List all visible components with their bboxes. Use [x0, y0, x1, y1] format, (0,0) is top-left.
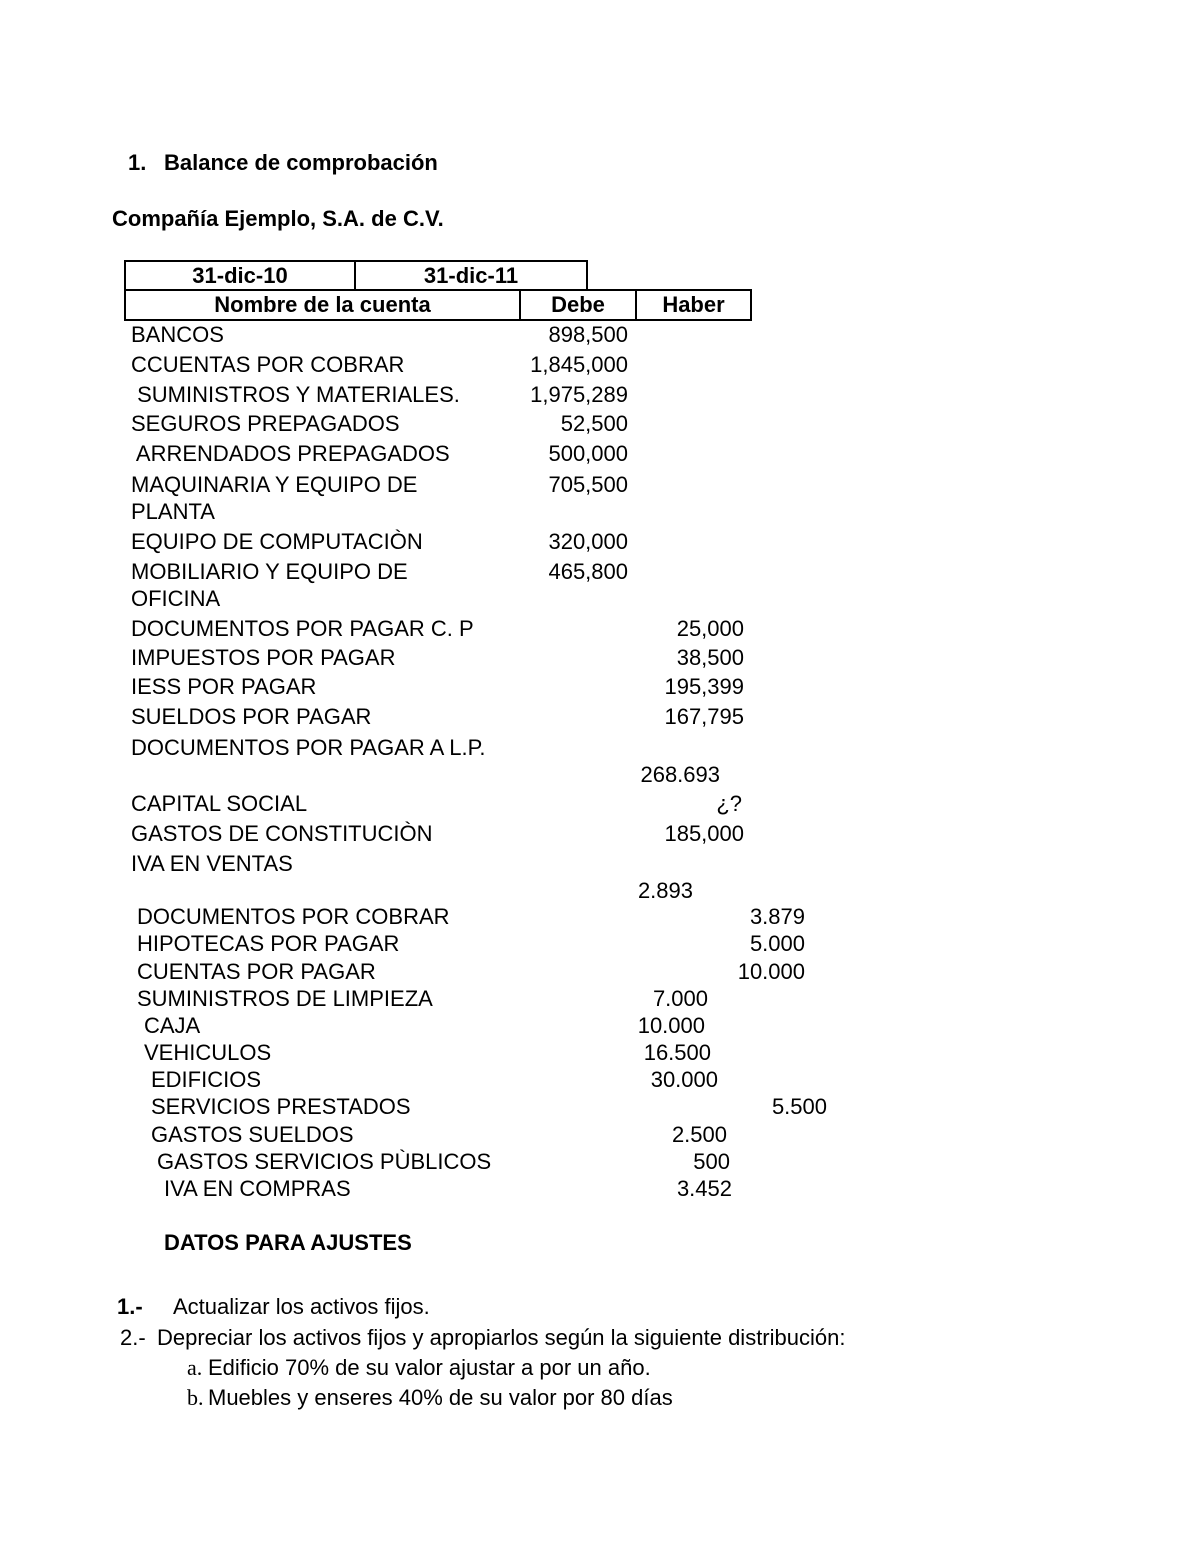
account-value: 52,500 [560, 411, 628, 436]
account-value: 5.000 [749, 931, 805, 956]
account-name: GASTOS SERVICIOS PÙBLICOS [157, 1149, 492, 1174]
account-value: 268.693 [640, 762, 720, 787]
company-name: Compañía Ejemplo, S.A. de C.V. [112, 206, 444, 231]
account-value: 38,500 [676, 645, 744, 670]
account-name: ARRENDADOS PREPAGADOS [131, 441, 450, 466]
adjustments-title: DATOS PARA AJUSTES [164, 1230, 412, 1255]
account-name: MAQUINARIA Y EQUIPO DE [131, 472, 418, 497]
credit-header-cell [635, 289, 752, 321]
account-value: 1,975,289 [530, 382, 628, 407]
period-from: 31-dic-10 [192, 262, 288, 288]
account-value: 500,000 [548, 441, 628, 466]
subitem-text: Edificio 70% de su valor ajustar a por un año. [208, 1355, 651, 1380]
credit-header: Haber [662, 292, 725, 317]
adjustment-text: Actualizar los activos fijos. [173, 1294, 430, 1319]
account-value: ¿? [716, 791, 742, 816]
account-value: 185,000 [664, 821, 744, 846]
account-name: SEGUROS PREPAGADOS [131, 411, 400, 436]
account-name: IVA EN COMPRAS [164, 1176, 351, 1201]
account-value: 500 [693, 1149, 730, 1174]
account-value: 10.000 [737, 959, 805, 984]
account-name-continued: PLANTA [131, 499, 215, 524]
account-name: GASTOS SUELDOS [151, 1122, 354, 1147]
account-name: CUENTAS POR PAGAR [137, 959, 376, 984]
account-value: 2.893 [637, 878, 693, 903]
account-name: DOCUMENTOS POR PAGAR A L.P. [131, 735, 486, 760]
debit-header: Debe [551, 292, 605, 317]
subitem-marker: a. [187, 1355, 203, 1380]
account-value: 3.452 [676, 1176, 732, 1201]
account-value: 10.000 [637, 1013, 705, 1038]
section-title: Balance de comprobación [164, 150, 438, 175]
adjustment-marker: 2.- [120, 1325, 146, 1350]
adjustment-text: Depreciar los activos fijos y apropiarlos según la siguiente distribución: [157, 1325, 846, 1350]
account-value: 2.500 [671, 1122, 727, 1147]
account-name: MOBILIARIO Y EQUIPO DE [131, 559, 408, 584]
account-name: CCUENTAS POR COBRAR [131, 352, 405, 377]
account-value: 167,795 [664, 704, 744, 729]
account-value: 16.500 [643, 1040, 711, 1065]
period-to-cell [354, 260, 588, 291]
account-name: SUMINISTROS DE LIMPIEZA [137, 986, 433, 1011]
account-name: SUMINISTROS Y MATERIALES. [131, 382, 460, 407]
account-name-continued: OFICINA [131, 586, 221, 611]
account-name: IMPUESTOS POR PAGAR [131, 645, 396, 670]
account-name: IVA EN VENTAS [131, 851, 293, 876]
account-value: 898,500 [548, 322, 628, 347]
account-name: CAJA [144, 1013, 201, 1038]
account-name: SUELDOS POR PAGAR [131, 704, 372, 729]
account-name: BANCOS [131, 322, 224, 347]
period-from-cell [124, 260, 356, 291]
debit-header-cell [519, 289, 637, 321]
period-to: 31-dic-11 [423, 262, 519, 288]
account-name: HIPOTECAS POR PAGAR [137, 931, 400, 956]
account-name: DOCUMENTOS POR COBRAR [137, 904, 450, 929]
account-value: 5.500 [771, 1094, 827, 1119]
account-value: 320,000 [548, 529, 628, 554]
account-value: 25,000 [676, 616, 744, 641]
account-name: GASTOS DE CONSTITUCIÒN [131, 821, 433, 846]
account-value: 7.000 [652, 986, 708, 1011]
subitem-marker: b. [187, 1385, 204, 1410]
adjustment-marker: 1.- [117, 1294, 143, 1319]
account-value: 1,845,000 [530, 352, 628, 377]
account-header: Nombre de la cuenta [214, 292, 431, 317]
account-name: EQUIPO DE COMPUTACIÒN [131, 529, 423, 554]
account-header-cell [124, 289, 521, 321]
account-value: 465,800 [548, 559, 628, 584]
account-name: IESS POR PAGAR [131, 674, 317, 699]
section-number: 1. [128, 150, 147, 175]
account-name: EDIFICIOS [151, 1067, 262, 1092]
subitem-text: Muebles y enseres 40% de su valor por 80 días [208, 1385, 673, 1410]
account-name: DOCUMENTOS POR PAGAR C. P [131, 616, 474, 641]
account-name: SERVICIOS PRESTADOS [151, 1094, 411, 1119]
account-value: 3.879 [749, 904, 805, 929]
account-value: 705,500 [548, 472, 628, 497]
account-name: CAPITAL SOCIAL [131, 791, 308, 816]
account-value: 30.000 [650, 1067, 718, 1092]
account-value: 195,399 [664, 674, 744, 699]
account-name: VEHICULOS [144, 1040, 272, 1065]
